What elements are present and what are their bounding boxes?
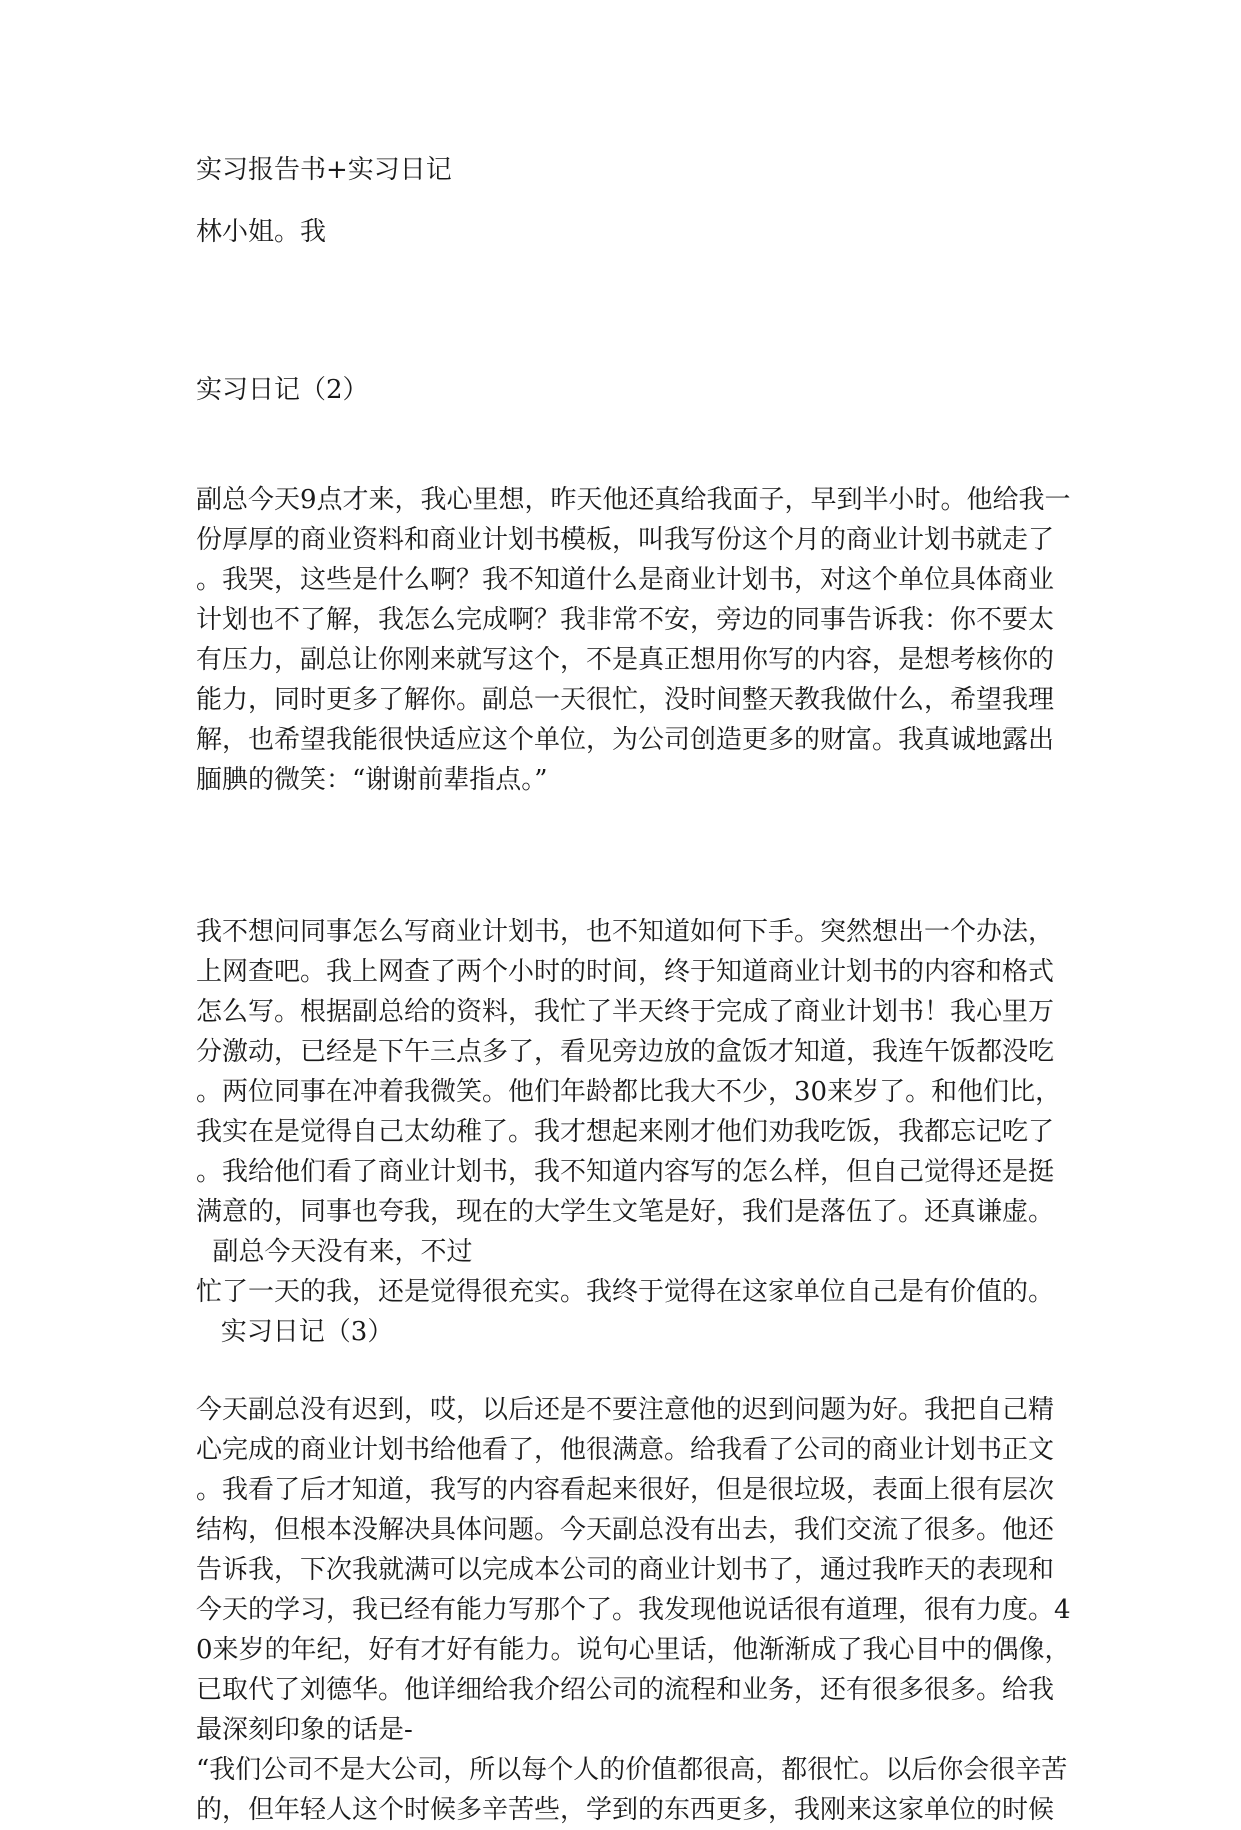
text-line: 。我看了后才知道，我写的内容看起来很好，但是很垃圾，表面上很有层次 bbox=[196, 1475, 1055, 1505]
text-line: 腼腆的微笑：“谢谢前辈指点。” bbox=[196, 765, 548, 795]
diary3-heading: 实习日记（3） bbox=[196, 1317, 394, 1347]
text-line: 0来岁的年纪，好有才好有能力。说句心里话，他渐渐成了我心目中的偶像， bbox=[196, 1635, 1071, 1665]
greeting-line: 林小姐。我 bbox=[196, 217, 327, 247]
text-line: 份厚厚的商业资料和商业计划书模板，叫我写份这个月的商业计划书就走了 bbox=[196, 525, 1055, 555]
text-line: 怎么写。根据副总给的资料，我忙了半天终于完成了商业计划书！我心里万 bbox=[196, 997, 1055, 1027]
text-line: 有压力，副总让你刚来就写这个，不是真正想用你写的内容，是想考核你的 bbox=[196, 645, 1055, 675]
diary2-paragraph-2 bbox=[196, 912, 1062, 1312]
document-page bbox=[196, 150, 1071, 1830]
spacer bbox=[196, 252, 1036, 370]
spacer bbox=[196, 800, 1036, 912]
diary2-paragraph-1 bbox=[196, 480, 1071, 800]
text-line: 。两位同事在冲着我微笑。他们年龄都比我大不少，30来岁了。和他们比， bbox=[196, 1077, 1062, 1107]
spacer bbox=[196, 1352, 1036, 1390]
text-line: “我们公司不是大公司，所以每个人的价值都很高，都很忙。以后你会很辛苦 bbox=[196, 1755, 1068, 1785]
text-line: 的，但年轻人这个时候多辛苦些，学到的东西更多，我刚来这家单位的时候 bbox=[196, 1795, 1055, 1825]
text-line: 最深刻印象的话是- bbox=[196, 1715, 413, 1745]
text-line: 结构，但根本没解决具体问题。今天副总没有出去，我们交流了很多。他还 bbox=[196, 1515, 1055, 1545]
text-line: 解，也希望我能很快适应这个单位，为公司创造更多的财富。我真诚地露出 bbox=[196, 725, 1055, 755]
text-line: 心完成的商业计划书给他看了，他很满意。给我看了公司的商业计划书正文 bbox=[196, 1435, 1055, 1465]
text-line: 上网查吧。我上网查了两个小时的时间，终于知道商业计划书的内容和格式 bbox=[196, 957, 1055, 987]
diary3-paragraph-1 bbox=[196, 1390, 1071, 1830]
text-line: 我实在是觉得自己太幼稚了。我才想起来刚才他们劝我吃饭，我都忘记吃了 bbox=[196, 1117, 1055, 1147]
text-line: 今天副总没有迟到，哎，以后还是不要注意他的迟到问题为好。我把自己精 bbox=[196, 1395, 1055, 1425]
document-title: 实习报告书+实习日记 bbox=[196, 155, 452, 185]
text-line: 我不想问同事怎么写商业计划书，也不知道如何下手。突然想出一个办法， bbox=[196, 917, 1055, 947]
text-line: 满意的，同事也夸我，现在的大学生文笔是好，我们是落伍了。还真谦虚。 bbox=[196, 1197, 1055, 1227]
text-line: 已取代了刘德华。他详细给我介绍公司的流程和业务，还有很多很多。给我 bbox=[196, 1675, 1055, 1705]
text-line: 今天的学习，我已经有能力写那个了。我发现他说话很有道理，很有力度。4 bbox=[196, 1595, 1071, 1625]
diary2-heading: 实习日记（2） bbox=[196, 375, 369, 405]
text-line: 。我给他们看了商业计划书，我不知道内容写的怎么样，但自己觉得还是挺 bbox=[196, 1157, 1055, 1187]
spacer bbox=[196, 190, 1036, 212]
text-line: 告诉我，下次我就满可以完成本公司的商业计划书了，通过我昨天的表现和 bbox=[196, 1555, 1055, 1585]
text-line: 能力，同时更多了解你。副总一天很忙，没时间整天教我做什么，希望我理 bbox=[196, 685, 1055, 715]
text-line: 计划也不了解，我怎么完成啊？我非常不安，旁边的同事告诉我：你不要太 bbox=[196, 605, 1055, 635]
text-line: 。我哭，这些是什么啊？我不知道什么是商业计划书，对这个单位具体商业 bbox=[196, 565, 1055, 595]
text-line: 忙了一天的我，还是觉得很充实。我终于觉得在这家单位自己是有价值的。 bbox=[196, 1277, 1055, 1307]
text-line: 分激动，已经是下午三点多了，看见旁边放的盒饭才知道，我连午饭都没吃 bbox=[196, 1037, 1055, 1067]
text-line: 副总今天没有来，不过 bbox=[196, 1237, 473, 1267]
text-line: 副总今天9点才来，我心里想，昨天他还真给我面子，早到半小时。他给我一 bbox=[196, 485, 1071, 515]
spacer bbox=[196, 410, 1036, 480]
